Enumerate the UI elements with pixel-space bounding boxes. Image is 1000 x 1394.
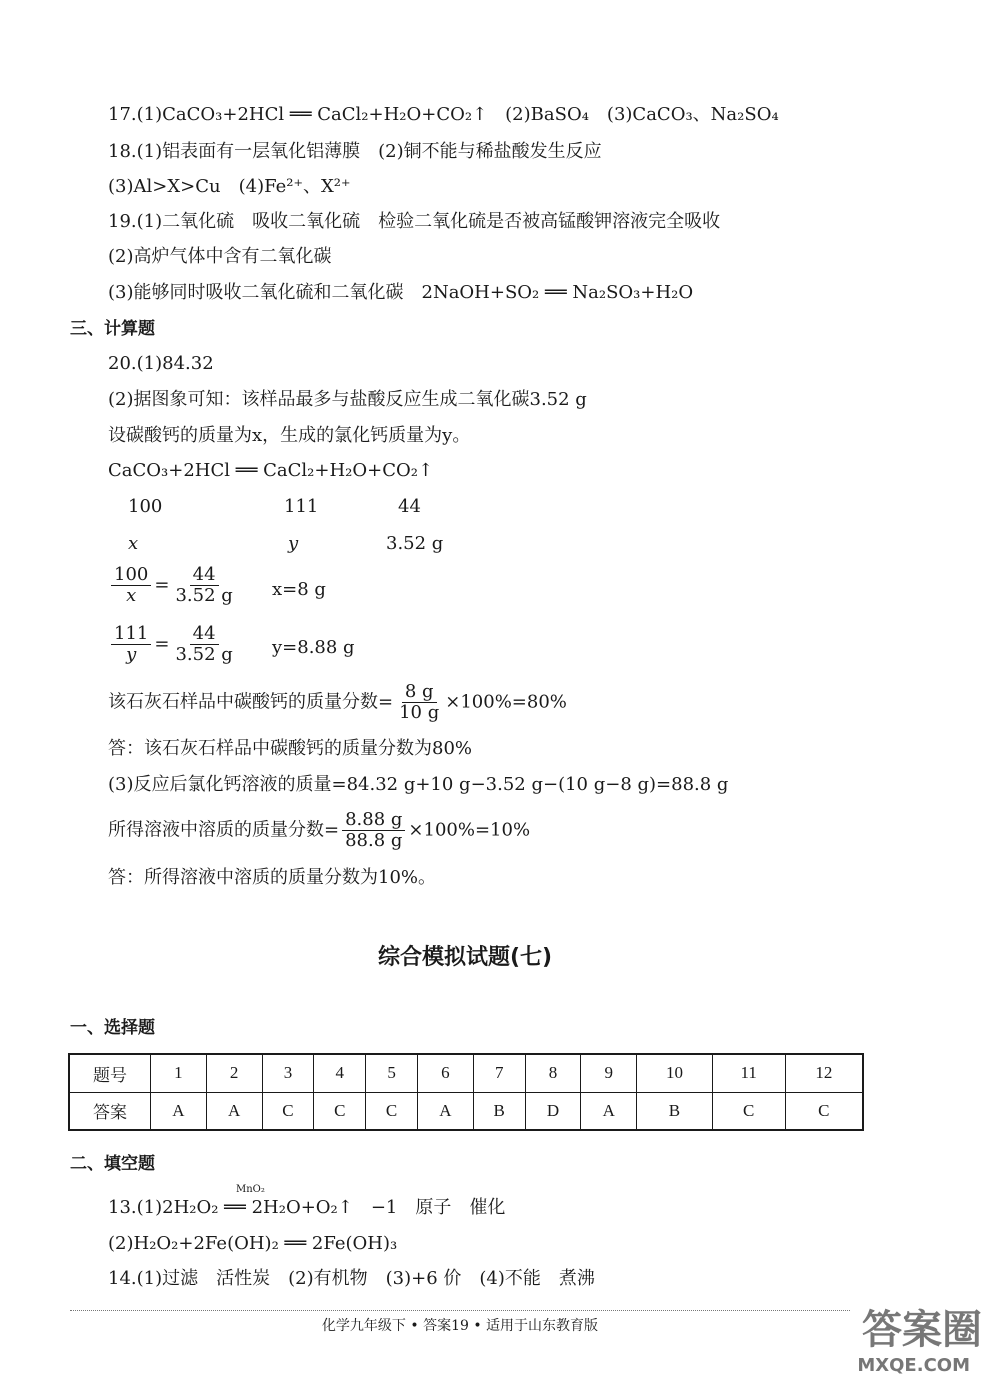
table-cell: A bbox=[418, 1092, 474, 1130]
answer-conclusion-2: 答：所得溶液中溶质的质量分数为10%。 bbox=[108, 867, 437, 888]
answer-20-setup: 设碳酸钙的质量为x，生成的氯化钙质量为y。 bbox=[108, 425, 471, 446]
table-cell: C bbox=[712, 1092, 785, 1130]
table-cell: D bbox=[525, 1092, 581, 1130]
molar-mass-cacl2: 111 bbox=[284, 496, 319, 517]
table-cell: C bbox=[314, 1092, 366, 1130]
answer-14: 14.(1)过滤 活性炭 (2)有机物 (3)+6 价 (4)不能 煮沸 bbox=[108, 1268, 595, 1289]
answer-19: 19.(1)二氧化硫 吸收二氧化硫 检验二氧化硫是否被高锰酸钾溶液完全吸收 bbox=[108, 211, 721, 232]
answer-table bbox=[68, 1053, 864, 1131]
table-cell: A bbox=[151, 1092, 207, 1130]
molar-mass-caco3: 100 bbox=[128, 496, 163, 517]
table-cell: C bbox=[785, 1092, 863, 1130]
numerator: 8.88 g bbox=[342, 810, 405, 831]
table-cell: 2 bbox=[206, 1054, 262, 1092]
denominator: 3.52 g bbox=[175, 644, 233, 665]
table-cell: 11 bbox=[712, 1054, 785, 1092]
answer-18-cont: (3)Al>X>Cu (4)Fe²⁺、X²⁺ bbox=[108, 176, 351, 197]
denominator: 10 g bbox=[399, 702, 440, 723]
table-cell: 1 bbox=[151, 1054, 207, 1092]
table-cell: 5 bbox=[366, 1054, 418, 1092]
proportion-2: $\frac{111}{y}$ = $\frac{44}{3.52 g}$ bbox=[108, 624, 239, 665]
answer-17: 17.(1)CaCO₃+2HCl ══ CaCl₂+H₂O+CO₂↑ (2)BaSO₄ (3)CaCO₃、Na₂SO₄ bbox=[108, 104, 779, 125]
var-y: y bbox=[288, 533, 299, 554]
row-label: 答案 bbox=[69, 1092, 151, 1130]
watermark-logo: 答案圈 bbox=[862, 1307, 982, 1353]
denominator: y bbox=[126, 644, 137, 665]
numerator: 44 bbox=[190, 565, 219, 586]
result-x: x=8 g bbox=[272, 579, 326, 600]
table-cell: 7 bbox=[473, 1054, 525, 1092]
table-cell: C bbox=[366, 1092, 418, 1130]
table-cell: 12 bbox=[785, 1054, 863, 1092]
answer-13-cont: (2)H₂O₂+2Fe(OH)₂ ══ 2Fe(OH)₃ bbox=[108, 1233, 398, 1254]
numerator: 100 bbox=[111, 565, 151, 586]
table-row bbox=[69, 1092, 863, 1130]
answer-13: 13.(1)2H₂O₂ ══ 2H₂O+O₂↑ −1 原子 催化 bbox=[108, 1197, 506, 1218]
row-label: 题号 bbox=[69, 1054, 151, 1092]
text: 所得溶液中溶质的质量分数= bbox=[108, 819, 340, 841]
co2-mass: 3.52 g bbox=[386, 533, 444, 554]
fraction bbox=[111, 624, 151, 665]
answer-19-cont2: (3)能够同时吸收二氧化硫和二氧化碳 2NaOH+SO₂ ══ Na₂SO₃+H₂O bbox=[108, 282, 694, 303]
table-cell: B bbox=[473, 1092, 525, 1130]
table-cell: A bbox=[206, 1092, 262, 1130]
answer-20: 20.(1)84.32 bbox=[108, 353, 214, 374]
table-cell: A bbox=[581, 1092, 637, 1130]
mass-fraction-calc bbox=[108, 682, 567, 723]
numerator: 111 bbox=[111, 624, 151, 645]
var-x: x bbox=[128, 533, 139, 554]
denominator: 88.8 g bbox=[345, 830, 403, 851]
table-cell: 10 bbox=[637, 1054, 713, 1092]
table-cell: 9 bbox=[581, 1054, 637, 1092]
text: 该石灰石样品中碳酸钙的质量分数= bbox=[108, 691, 394, 713]
page-title: 综合模拟试题(七) bbox=[377, 945, 553, 970]
catalyst-label: MnO₂ bbox=[236, 1184, 265, 1195]
section-heading-fill: 二、填空题 bbox=[70, 1154, 155, 1174]
watermark-url: MXQE.COM bbox=[857, 1355, 970, 1376]
fraction bbox=[172, 565, 235, 606]
page-footer: 化学九年级下 • 答案19 • 适用于山东教育版 bbox=[70, 1310, 850, 1335]
fraction bbox=[396, 682, 442, 723]
table-cell: B bbox=[637, 1092, 713, 1130]
answer-20-part3: (3)反应后氯化钙溶液的质量=84.32 g+10 g−3.52 g−(10 g−8 g)=88.8 g bbox=[108, 774, 729, 795]
table-cell: 4 bbox=[314, 1054, 366, 1092]
section-heading-calc: 三、计算题 bbox=[70, 319, 155, 339]
denominator: x bbox=[126, 585, 137, 606]
reaction-equation: CaCO₃+2HCl ══ CaCl₂+H₂O+CO₂↑ bbox=[108, 460, 434, 481]
answer-conclusion-1: 答：该石灰石样品中碳酸钙的质量分数为80% bbox=[108, 738, 473, 759]
table-cell: 3 bbox=[262, 1054, 314, 1092]
answer-20-part2: (2)据图象可知：该样品最多与盐酸反应生成二氧化碳3.52 g bbox=[108, 389, 587, 410]
solute-fraction-calc bbox=[108, 810, 530, 851]
fraction bbox=[172, 624, 235, 665]
text: ×100%=10% bbox=[408, 819, 531, 841]
table-cell: 8 bbox=[525, 1054, 581, 1092]
result-y: y=8.88 g bbox=[272, 637, 355, 658]
numerator: 44 bbox=[190, 624, 219, 645]
fraction bbox=[111, 565, 151, 606]
table-row bbox=[69, 1054, 863, 1092]
molar-mass-co2: 44 bbox=[398, 496, 421, 517]
table-cell: C bbox=[262, 1092, 314, 1130]
fraction bbox=[342, 810, 405, 851]
answer-19-cont: (2)高炉气体中含有二氧化碳 bbox=[108, 246, 332, 267]
denominator: 3.52 g bbox=[175, 585, 233, 606]
table-cell: 6 bbox=[418, 1054, 474, 1092]
section-heading-choice: 一、选择题 bbox=[70, 1018, 155, 1038]
answer-18: 18.(1)铝表面有一层氧化铝薄膜 (2)铜不能与稀盐酸发生反应 bbox=[108, 141, 602, 162]
text: ×100%=80% bbox=[445, 691, 567, 713]
numerator: 8 g bbox=[402, 682, 437, 703]
proportion-1: $\frac{100}{x}$ = $\frac{44}{3.52 g}$ bbox=[108, 565, 239, 606]
